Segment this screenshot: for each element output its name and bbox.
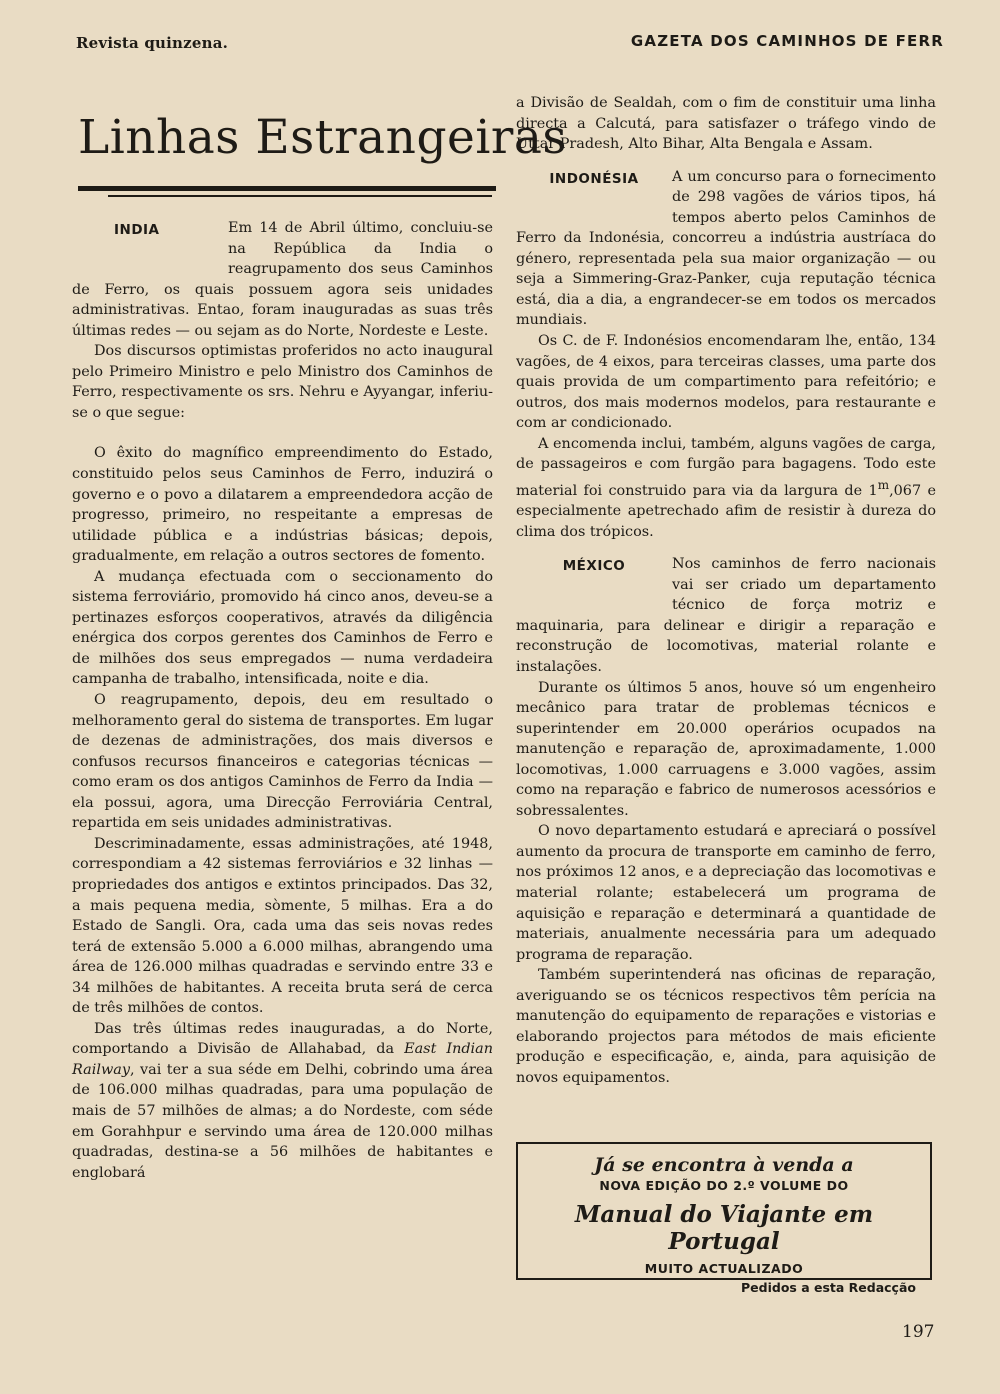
paragraph: O reagrupamento, depois, deu em resultado o melhoramento geral do sistema de transportes. Em lugar de dezenas de administrações, dos mais diversos e confusos recursos financeiros e categorias técnicas — como eram os dos antigos Caminhos de Ferro da India — ela possui, agora, uma Direcção Ferroviária Central, repartida em seis unidades administrativas. (72, 692, 493, 832)
paragraph-text: Nos caminhos de ferro nacionais vai ser criado um departamento técnico de força motriz e maquinaria, para delinear e dirigir a reparação e reconstrução de locomotivas, material rolante e instalações. (516, 556, 936, 676)
title-rule-thick (78, 186, 496, 191)
paragraph: Dos discursos optimistas proferidos no acto inaugural pelo Primeiro Ministro e pelo Ministro dos Caminhos de Ferro, respectivamente os srs. Nehru e Ayyangar, inferiu-se o que segue: (72, 343, 493, 421)
paragraph (516, 434, 936, 543)
paragraph: Durante os últimos 5 anos, houve só um engenheiro mecânico para tratar de problemas técnicos e superintender em 20.000 operários ocupados na manutenção e reparação de, aproximadamente, 1.000 locomotivas, 1.000 carruagens e 3.000 vagões, assim como na reparação e fabrico de numerosos acessórios e sobressalentes. (516, 679, 936, 819)
page-title: Linhas Estrangeiras (78, 110, 567, 165)
paragraph: Descriminadamente, essas administrações, até 1948, correspondiam a 42 sistemas ferroviários e 32 linhas — propriedades dos antigos e extintos principados. Das 32, a mais pequena media, sòmente, 5 milhas. Era a do Estado de Sangli. Ora, cada uma das seis novas redes terá de extensão 5.000 a 6.000 milhas, abrangendo uma área de 126.000 milhas quadradas e servindo entre 33 e 34 milhões de habitantes. A receita bruta será de cerca de três milhões de contos. (72, 835, 493, 1017)
header-left: Revista quinzena. (76, 34, 229, 52)
title-block (78, 92, 567, 197)
paragraph-text: A encomenda inclui, também, alguns vagões de carga, de passageiros e com furgão para bagagens. Todo este material foi construido para via da largura de 1 (516, 435, 936, 499)
paragraph-text: , vai ter a sua séde em Delhi, cobrindo uma área de 106.000 milhas quadradas, para uma população de mais de 57 milhões de almas; a do Nordeste, com séde em Gorahhpur e servindo uma área de 120.000 milhas quadradas, destina-se a 56 milhões de habitantes e englobará (72, 1061, 493, 1181)
advert-line-1: Já se encontra à venda a (594, 1154, 854, 1176)
paragraph: O novo departamento estudará e apreciará o possível aumento da procura de transporte em caminho de ferro, nos próximos 12 anos, e a depreciação das locomotivas e material rolante; estabelecerá um programa de aquisição e reparação e determinará a quantidade de materiais, anualmente necessária para um adequado programa de reparação. (516, 823, 936, 963)
header-right: GAZETA DOS CAMINHOS DE FERR (630, 32, 944, 50)
paragraph-text: Em 14 de Abril último, concluiu-se na República da India o reagrupamento dos seus Caminhos de Ferro, os quais possuem agora seis unidades administrativas. Entao, foram inauguradas as suas três últimas redes — ou sejam as do Norte, Nordeste e Leste. (72, 220, 493, 339)
paragraph (516, 554, 936, 677)
paragraph: Os C. de F. Indonésios encomendaram lhe, então, 134 vagões, de 4 eixos, para terceiras classes, uma parte dos quais provida de um compartimento para refeitório; e outros, dos mais modernos modelos, para restaurante e com ar condicionado. (516, 333, 936, 432)
right-column (516, 93, 936, 1089)
paragraph-text: Das três últimas redes inauguradas, a do Norte, comportando a Divisão de Allahabad, da (72, 1020, 493, 1058)
advert-book-title: Manual do Viajante em Portugal (574, 1201, 874, 1255)
unit-superscript: m (877, 477, 890, 492)
paragraph-text: A um concurso para o fornecimento de 298 vagões de vários tipos, há tempos aberto pelos Caminhos de Ferro da Indonésia, concorreu a indústria austríaca do género, representada pela sua maior organização — ou seja a Simmering-Graz-Panker, cuja reputação técnica está, dia a dia, a engrandecer-se em todos os mercados mundiais. (516, 168, 936, 329)
paragraph-text: ,067 e especialmente apetrechado afim de resistir à dureza do clima dos trópicos. (516, 482, 936, 540)
advertisement-box (516, 1142, 932, 1295)
advert-line-5: Pedidos a esta Redacção (741, 1280, 916, 1295)
paragraph: O êxito do magnífico empreendimento do Estado, constituido pelos seus Caminhos de Ferro, induzirá o governo e o povo a dilatarem a empreendedora acção de progresso, primeiro, no respeitante a empresas de utilidade pública e a indústrias básicas; depois, gradualmente, em relação a outros sectores de fomento. (72, 445, 493, 565)
advert-line-2: NOVA EDIÇÃO DO 2.º VOLUME DO (599, 1178, 849, 1193)
railway-name: East Indian Railway (72, 1041, 494, 1078)
paragraph (516, 167, 936, 331)
section-lead-india: INDIA (114, 222, 160, 238)
paragraph (72, 218, 493, 341)
left-column (72, 218, 493, 1183)
paragraph: A mudança efectuada com o seccionamento do sistema ferroviário, promovido há cinco anos, deveu-se a pertinazes esforços cooperativos, através da diligência enérgica dos corpos gerentes dos Caminhos de Ferro e de milhões dos seus empregados — numa verdadeira campanha de trabalho, intensificada, noite e dia. (72, 568, 493, 688)
section-lead-indonesia: INDONÉSIA (549, 170, 639, 187)
advert-line-4: MUITO ACTUALIZADO (644, 1261, 804, 1276)
section-lead-mexico: MÉXICO (562, 558, 626, 575)
paragraph (72, 1019, 493, 1183)
paragraph: a Divisão de Sealdah, com o fim de constituir uma linha directa a Calcutá, para satisfazer o tráfego vindo de Uttar Pradesh, Alto Bihar, Alta Bengala e Assam. (516, 95, 936, 153)
title-rule-thin (108, 195, 492, 197)
page-number: 197 (902, 1322, 935, 1342)
paragraph: Também superintenderá nas oficinas de reparação, averiguando se os técnicos respectivos têm perícia na manutenção do equipamento de reparações e vistorias e elaborando projectos para métodos de mais eficiente produção e especificação, e, ainda, para aquisição de novos equipamentos. (516, 967, 936, 1086)
